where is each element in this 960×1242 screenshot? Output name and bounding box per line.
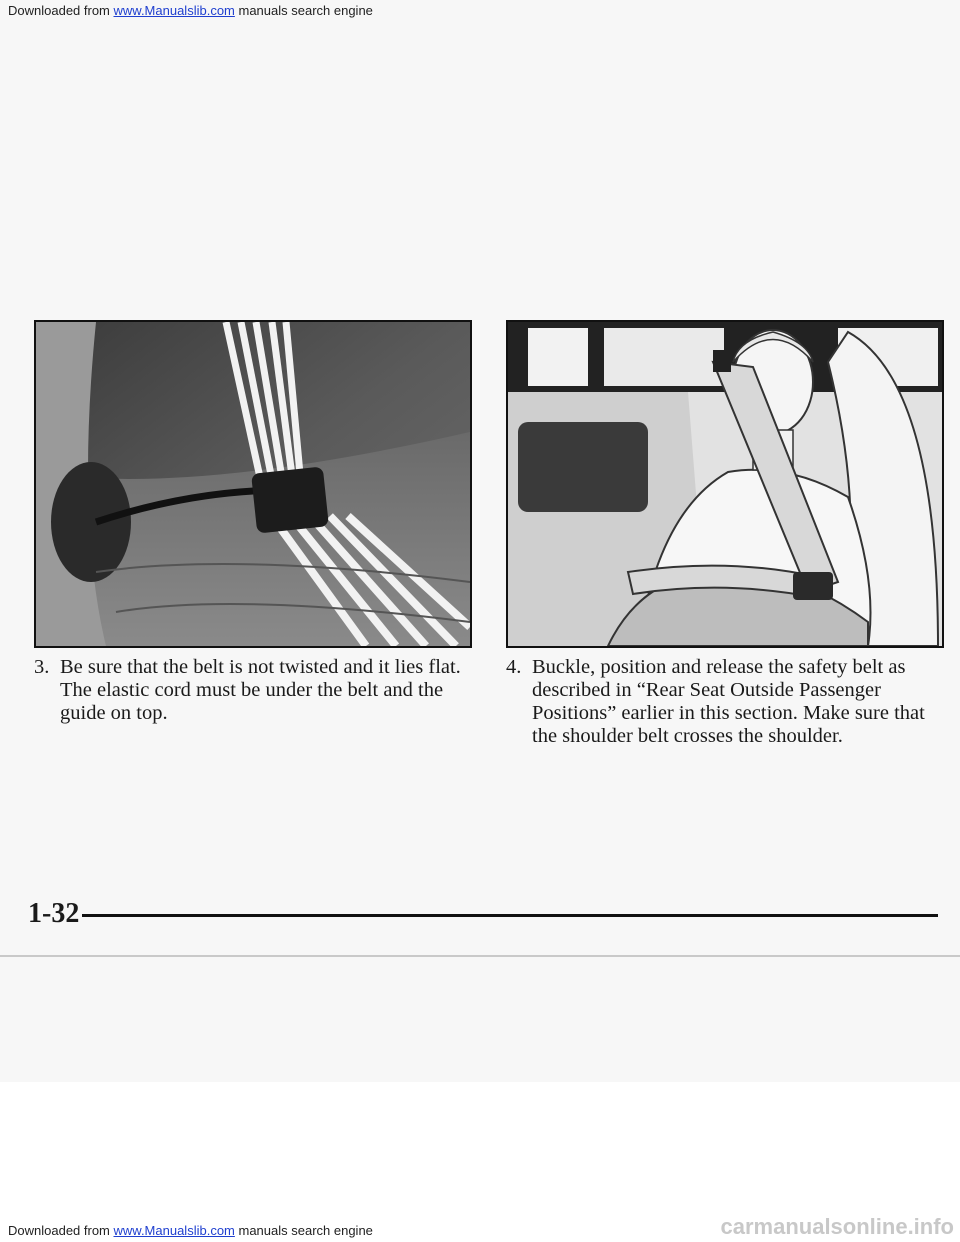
step-number: 3. xyxy=(34,656,50,678)
page-edge-divider xyxy=(0,955,960,957)
passenger-belted-illustration xyxy=(506,320,944,648)
instruction-step-4 xyxy=(506,656,946,748)
download-footer-prefix: Downloaded from xyxy=(8,1223,114,1238)
manualslib-footer-link[interactable]: www.Manualslib.com xyxy=(113,1223,235,1238)
step-text: Be sure that the belt is not twisted and it lies flat. The elastic cord must be under the belt and the guide on top. xyxy=(60,656,461,724)
download-footer-note xyxy=(8,1223,373,1238)
download-note-suffix: manuals search engine xyxy=(234,3,373,18)
footer-rule xyxy=(82,914,938,917)
instruction-step-3 xyxy=(34,656,474,725)
download-note xyxy=(8,3,373,18)
step-text: Buckle, position and release the safety belt as described in “Rear Seat Outside Passenger Positions” earlier in this section. Make sure that the shoulder belt crosses the shoulder. xyxy=(532,656,925,747)
download-note-prefix: Downloaded from xyxy=(8,3,114,18)
step-number: 4. xyxy=(506,656,522,678)
page-number: 1-32 xyxy=(28,898,80,929)
site-watermark: carmanualsonline.info xyxy=(720,1214,954,1239)
download-footer-suffix: manuals search engine xyxy=(234,1223,373,1238)
manualslib-link[interactable]: www.Manualslib.com xyxy=(113,3,235,18)
belt-guide-illustration xyxy=(34,320,472,648)
